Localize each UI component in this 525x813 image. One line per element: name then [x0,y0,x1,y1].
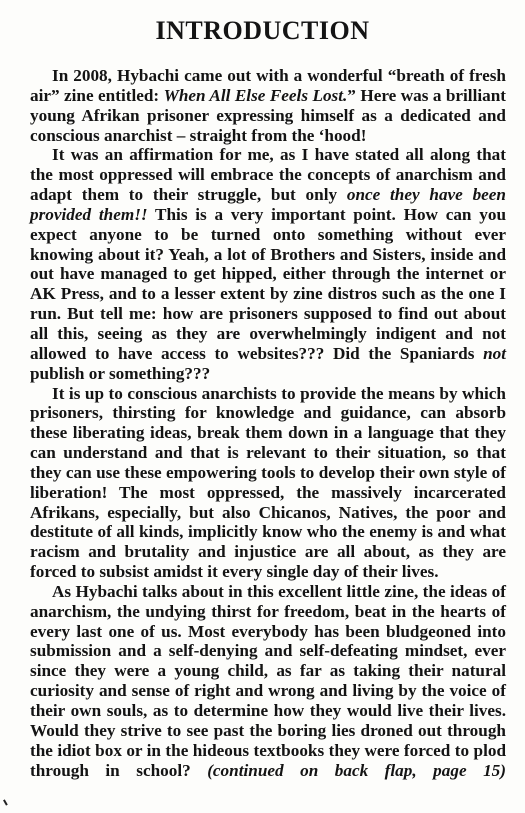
paragraph-3 [30,384,506,582]
paragraph-1-part-3: ” Here was a brilliant young Afrikan prisoner expressing himself as a dedicated and conscious anarchist – straight from the ‘hood! [30,85,507,145]
paragraph-4-part-1: As Hybachi talks about in this excellent little zine, the ideas of anarchism, the undying thirst for freedom, beat in the hearts of every last one of us. Most everybody has been bludgeoned into submission and a self-denying and self-defeating mindset, ever since they were a young child, as far as taking their natural curiosity and sense of right and wrong and living by the voice of their own souls, as to determine how they would live their lives. Would they strive to see past the boring lies droned out through the idiot box or in the hideous textbooks they were forced to plod through in school? [30,581,506,780]
paragraph-4 [30,582,506,780]
continuation-note: (continued on back flap, page 15) [207,760,506,780]
emphasis-once-provided: once they have been provided them!! [30,185,506,224]
zine-title: When All Else Feels Lost. [163,85,348,105]
paragraph-3-part-1: It is up to conscious anarchists to provide the means by which prisoners, thirsting for knowledge and guidance, can absorb these liberating ideas, break them down in a language that they can understand and that is relevant to their situation, so that they can use these empowering tools to develop their own style of liberation! The most oppressed, the massively incarcerated Afrikans, especially, but also Chicanos, Natives, the poor and destitute of all kinds, implicitly know who the enemy is and what racism and brutality and injustice are all about, as they are forced to subsist amidst it every single day of their lives. [30,383,506,582]
page-title: INTRODUCTION [155,16,370,45]
paragraph-2-part-5: publish or something??? [30,363,211,383]
corner-mark [3,796,13,805]
paragraph-1-part-1: In 2008, Hybachi came out with a wonderful “breath of fresh air” zine entitled: [30,66,506,105]
emphasis-not: not [483,343,506,363]
paragraph-2 [30,145,506,383]
body-text [30,66,506,780]
paragraph-2-part-1: It was an affirmation for me, as I have stated all along that the most oppressed will embrace the concepts of anarchism and adapt them to their struggle, but only [30,145,506,205]
paragraph-2-part-3: This is a very important point. How can you expect anyone to be turned onto something without ever knowing about it? Yeah, a lot of Brothers and Sisters, inside and out have managed to get hipped, either through the internet or AK Press, and to a lesser extent by zine distros such as the one I run. But tell me: how are prisoners supposed to find out about all this, seeing as they are overwhelmingly indigent and not allowed to have access to websites??? Did the Spaniards [30,204,507,363]
paragraph-1 [30,66,506,145]
